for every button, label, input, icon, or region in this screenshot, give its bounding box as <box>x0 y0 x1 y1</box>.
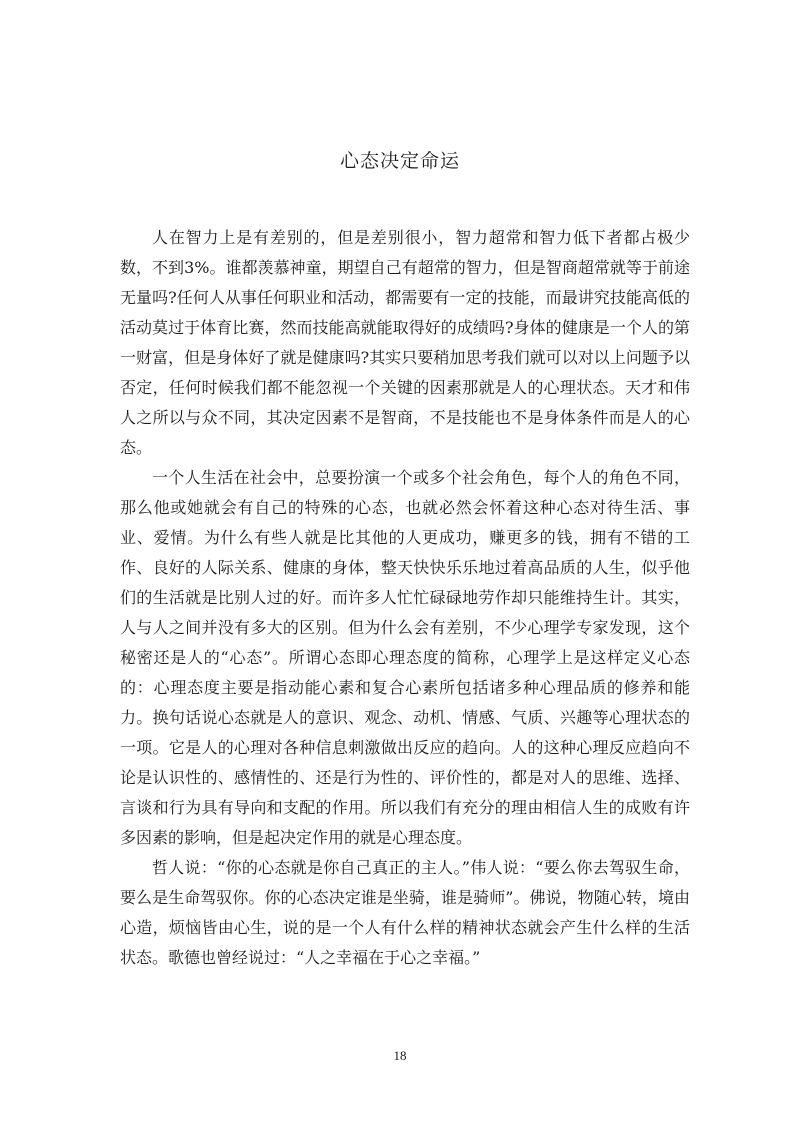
body-text <box>120 223 690 975</box>
page-number: 18 <box>393 1048 407 1063</box>
paragraph-1: 人在智力上是有差别的，但是差别很小，智力超常和智力低下者都占极少数，不到3%。谁都羡慕神童，期望自己有超常的智力，但是智商超常就等于前途无量吗?任何人从事任何职业和活动，都需要有一定的技能，而最讲究技能高低的活动莫过于体育比赛，然而技能高就能取得好的成绩吗?身体的健康是一个人的第一财富，但是身体好了就是健康吗?其实只要稍加思考我们就可以对以上问题予以否定，任何时候我们都不能忽视一个关键的因素那就是人的心理状态。天才和伟人之所以与众不同，其决定因素不是智商，不是技能也不是身体条件而是人的心态。 <box>120 228 690 457</box>
page-title: 心态决定命运 <box>339 150 460 172</box>
paragraph-2: 一个人生活在社会中，总要扮演一个或多个社会角色，每个人的角色不同，那么他或她就会有自己的特殊的心态，也就必然会怀着这种心态对待生活、事业、爱情。为什么有些人就是比其他的人更成功，赚更多的钱，拥有不错的工作、良好的人际关系、健康的身体，整天快快乐乐地过着高品质的人生，似乎他们的生活就是比别人过的好。而许多人忙忙碌碌地劳作却只能维持生计。其实，人与人之间并没有多大的区别。但为什么会有差别，不少心理学专家发现，这个秘密还是人的“心态”。所谓心态即心理态度的简称，心理学上是这样定义心态的：心理态度主要是指动能心素和复合心素所包括诸多种心理品质的修养和能力。换句话说心态就是人的意识、观念、动机、情感、气质、兴趣等心理状态的一项。它是人的心理对各种信息刺激做出反应的趋向。人的这种心理反应趋向不论是认识性的、感情性的、还是行为性的、评价性的，都是对人的思维、选择、言谈和行为具有导向和支配的作用。所以我们有充分的理由相信人生的成败有许多因素的影响，但是起决定作用的就是心理态度。 <box>120 468 690 847</box>
paragraph-3: 哲人说：“你的心态就是你自己真正的主人。”伟人说：“要么你去驾驭生命，要么是生命驾驭你。你的心态决定谁是坐骑，谁是骑师”。佛说，物随心转，境由心造，烦恼皆由心生，说的是一个人有什么样的精神状态就会产生什么样的生活状态。歌德也曾经说过：“人之幸福在于心之幸福。” <box>120 858 690 967</box>
